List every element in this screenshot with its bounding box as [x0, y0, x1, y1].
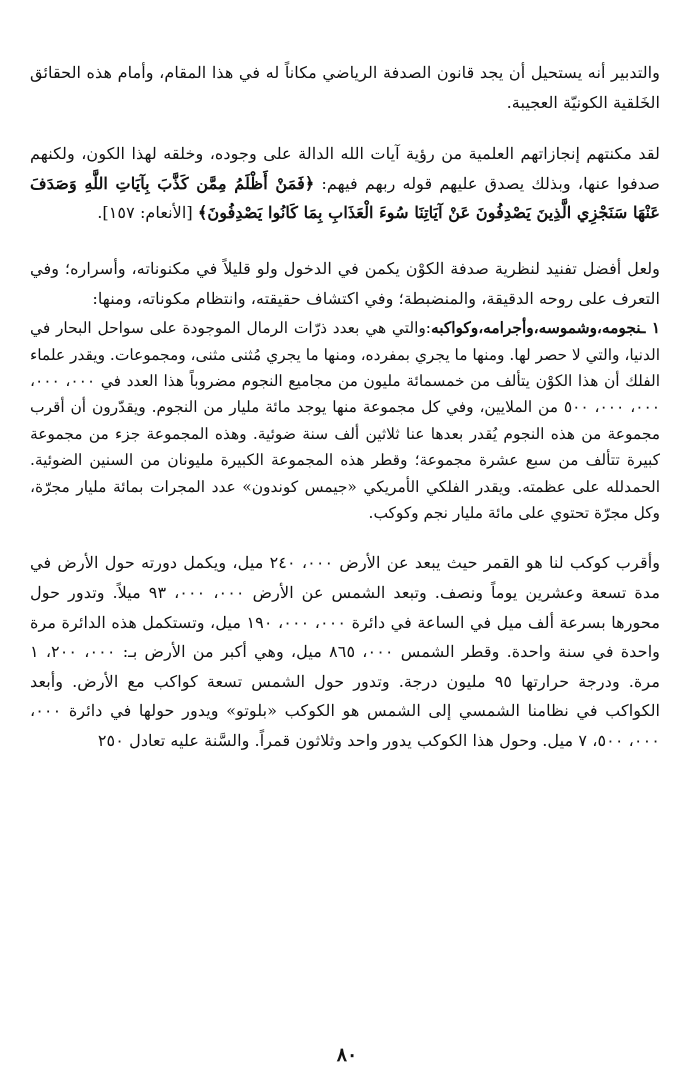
paragraph-3 — [30, 254, 660, 313]
paragraph-2-intro: لقد مكنتهم إنجازاتهم العلمية من رؤية آيات الله الدالة على وجوده، وخلقه لهذا الكون، ولكنهم صدفوا عنها، وبذلك يصدق عليهم قوله ربهم فيهم: — [30, 144, 660, 193]
section-heading: ١ ـنجومه،وشموسه،وأجرامه،وكواكبه — [430, 319, 660, 338]
page-number: ٨٠ — [336, 1044, 358, 1066]
paragraph-1-text: والتدبير أنه يستحيل أن يجد قانون الصدفة الرياضي مكاناً له في هذا المقام، وأمام هذه الحقائق الخَلقية الكونيّة العجيبة. — [30, 63, 660, 112]
paragraph-1 — [30, 58, 660, 117]
paragraph-5 — [30, 548, 660, 755]
paragraph-3-text: ولعل أفضل تفنيد لنظرية صدفة الكوْن يكمن في الدخول ولو قليلاً في مكنوناته، وأسراره؛ وفي التعرف على روحه الدقيقة، والمنضبطة؛ وفي اكتشاف حقيقته، وانتظام مكوناته، ومنها: — [30, 258, 660, 308]
quran-verse: ﴿فَمَنْ أَظْلَمُ مِمَّن كَذَّبَ بِآيَاتِ اللَّهِ وَصَدَفَ عَنْهَا سَنَجْزِي الَّذِينَ يَصْدِفُونَ عَنْ آيَاتِنَا سُوءَ الْعَذَابِ بِمَا كَانُوا يَصْدِفُونَ﴾ — [30, 173, 660, 223]
paragraph-2 — [30, 139, 660, 228]
paragraph-5-text: وأقرب كوكب لنا هو القمر حيث يبعد عن الأرض ٠٠٠، ٢٤٠ ميل، ويكمل دورته حول الأرض في مدة تسعة وعشرين يوماً ونصف. وتبعد الشمس عن الأرض ٠٠٠، ٠٠٠، ٩٣ ميلاً. وتدور حول محورها بسرعة ألف ميل في الساعة في دائرة ٠٠٠، ٠٠٠، ١٩٠ ميل، وتستكمل هذه الدائرة مرة واحدة في سنة واحدة. وقطر الشمس ٠٠٠، ٨٦٥ ميل، وهي أكبر من الأرض بـ: ٠٠٠، ٢٠٠، ١ مرة. ودرجة حرارتها ٩٥ مليون درجة. وتدور حول الشمس تسعة كواكب مع الأرض. وأبعد الكواكب في نظامنا الشمسي إلى الشمس هو الكوكب «بلوتو» ويدور حولها في دائرة ٠٠٠، ٠٠٠، ٥٠٠، ٧ ميل. وحول هذا الكوكب يدور واحد وثلاثون قمراً. والسَّنة عليه تعادل ٢٥٠ — [30, 553, 661, 750]
verse-reference: [الأنعام: ١٥٧]. — [97, 203, 198, 223]
paragraph-4-text: :والتي هي بعدد ذرّات الرمال الموجودة على سواحل البحار في الدنيا، والتي لا حصر لها. ومنها ما يجري بمفرده، ومنها ما يجري مُثنى مثنى، ومجموعات. ويقدر علماء الفلك أن هذا الكوْن يتألف من خمسمائة مليون من مجاميع النجوم مضروباً هذا العدد في ٠٠٠، ٠٠٠، ٠٠٠، ٠٠٠، ٥٠٠ من الملايين، وفي كل مجموعة منها يوجد مائة مليار من النجوم. ويقدّرون أن أقرب مجموعة من هذه النجوم يُقدر بعدها عنا ثلاثين ألف سنة ضوئية. وهذه المجموعة جزء من مجموعة كبيرة تتألف من سبع عشرة مجموعة؛ وقطر هذه المجموعة الكبيرة مليونان من السنين الضوئية. الحمدلله على عظمته. ويقدر الفلكي الأمريكي «جيمس كوندون» عدد المجرات بمائة مليار مجرّة، وكل مجرّة تحتوي على مائة مليار نجم وكوكب. — [30, 319, 660, 522]
page-body — [30, 58, 660, 1044]
paragraph-4 — [30, 315, 660, 526]
